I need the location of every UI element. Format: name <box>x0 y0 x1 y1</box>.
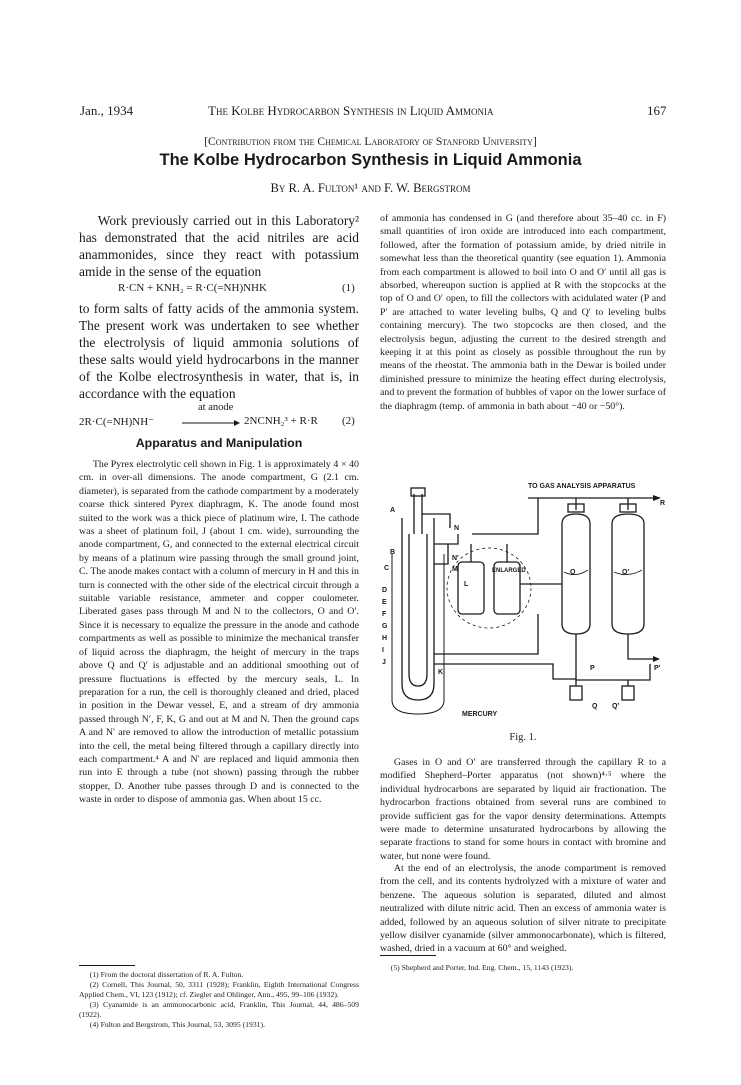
svg-text:I: I <box>382 647 384 654</box>
reaction-arrow <box>182 418 240 428</box>
footnote-rule-right <box>380 955 436 956</box>
mercury-seal-left <box>458 562 484 614</box>
equation-2-right: 2NCNH₂³ + R·R <box>244 415 318 427</box>
svg-text:F: F <box>382 611 387 618</box>
footnote-5: (5) Shepherd and Porter, Ind. Eng. Chem., 15, 1143 (1923). <box>390 963 574 972</box>
footnote-2: (2) Cornell, This Journal, 50, 3311 (1928); Franklin, Eighth International Congress Applied Chem., VI, 123 (1912); cf. Ziegler and Ohlinger, Ann., 495, 99–106 (1932). <box>79 979 359 999</box>
svg-text:MERCURY: MERCURY <box>462 711 498 718</box>
svg-text:Q: Q <box>592 703 598 710</box>
footnote-rule <box>79 965 135 966</box>
byline: By R. A. Fulton¹ and F. W. Bergstrom <box>270 181 471 195</box>
running-title: The Kolbe Hydrocarbon Synthesis in Liquid Ammonia <box>208 103 494 118</box>
left-paragraph-1: Work previously carried out in this Laboratory² has demonstrated that the acid nitriles are acid anammonides, since they react with potassium amide in the sense of the equation <box>79 213 359 279</box>
equation-2-condition: at anode <box>198 402 234 413</box>
svg-text:A: A <box>390 507 396 514</box>
left-paragraph-3: The Pyrex electrolytic cell shown in Fig. 1 is approximately 4 × 40 cm. in over-all dimensions. The anode compartment, G (2.1 cm. diameter), is separated from the cathode compartment by a moderately coarse thick sintered Pyrex diaphragm, K. The anode found most suited to the work was a thick piece of platinum wire, I. The cathode was a sheet of platinum foil, J (about 1 cm. wide), surrounding the anode compartment, G, and connected to the external electrical circuit by means of a platinum wire passing through the small ground joint, C. The anode makes contact with a column of mercury in H and this in turn is connected with the other side of the electrical circuit through a suitable variable resistance, ammeter and copper coulometer. Liberated gases pass through M and N to the collectors, O and O′. Since it is necessary to equalize the pressure in the anode and cathode compartments as well as possible to minimize the mechanical transfer of liquid across the diaphragm, the height of mercury in the traps above Q and Q′ is adjustable and an additional smoothing out of pressure fluctuations is effected by the mercury seals, L. In preparation for a run, the cell is thoroughly cleaned and dried, placed in position in the Dewar vessel, E, and a stream of dry ammonia passed through N′, F, K, G and out at M and N. Then the ground caps A and N′ are removed to allow the introduction of metallic potassium into the cell, the metal being filtered through a capillary directly into each compartment.⁴ A and N′ are replaced and liquid ammonia then run into E through a tube (not shown) passing through the rubber stopper, D. Another tube passes through D and is connected to the waste in order to dispose of ammonia gas. When about 15 cc. <box>79 459 359 806</box>
page-number: 167 <box>647 103 667 118</box>
footnote-4: (4) Fulton and Bergstrom, This Journal, 53, 3095 (1931). <box>89 1019 266 1029</box>
gas-line-label: TO GAS ANALYSIS APPARATUS <box>528 483 636 490</box>
right-paragraph-3: At the end of an electrolysis, the anode compartment is removed from the cell, and its contents hydrolyzed with a mixture of water and benzene. The aqueous solution is separated, diluted and almost neutralized with dilute nitric acid. Then an excess of ammonia water is added, followed by an aqueous solution of silver nitrate to precipitate yellow disilver cyanamide (silver ammonocarbonate), which is filtered, washed, dried in a vacuum at 60° and weighed. <box>380 863 666 955</box>
electrolytic-cell <box>402 518 434 700</box>
paper-title: The Kolbe Hydrocarbon Synthesis in Liquid Ammonia <box>159 151 582 169</box>
svg-text:O′: O′ <box>622 569 630 576</box>
equation-2-left: 2R·C(=NH)NH⁻ <box>79 416 154 428</box>
right-paragraph-2: Gases in O and O′ are transferred through the capillary R to a modified Shepherd–Porter apparatus (not shown)⁴·⁵ where the individual hydrocarbons are separated by liquid air fractionation. The hydrocarbon fractions obtained from several runs are combined to provide sufficient gas for the vapor density determinations. Attempts were made to determine unsaturated hydrocarbons by allowing the separate fractions to stand for some hours in contact with bromine and water, but none were found. <box>380 757 666 862</box>
svg-text:H: H <box>382 635 388 642</box>
svg-text:E: E <box>382 599 387 606</box>
svg-text:Q′: Q′ <box>612 703 620 710</box>
svg-text:N: N <box>454 525 460 532</box>
equation-1-number: (1) <box>342 282 355 294</box>
svg-text:L: L <box>464 581 469 588</box>
footnote-1: (1) From the doctoral dissertation of R. A. Fulton. <box>89 970 244 979</box>
equation-2-number: (2) <box>342 415 355 427</box>
svg-text:ENLARGED: ENLARGED <box>492 568 526 574</box>
svg-text:G: G <box>382 623 388 630</box>
header-date: Jan., 1934 <box>80 103 134 118</box>
svg-text:J: J <box>382 659 386 666</box>
svg-text:P: P <box>590 665 595 672</box>
apparatus-figure <box>378 474 668 722</box>
section-heading: Apparatus and Manipulation <box>135 436 303 450</box>
svg-text:M: M <box>452 566 458 573</box>
svg-text:N′: N′ <box>452 555 459 562</box>
right-paragraph-1: of ammonia has condensed in G (and therefore about 35–40 cc. in F) small quantities of iron oxide are introduced into each compartment, followed, after the formation of potassium amide, by dried nitrile in somewhat less than the theoretical quantity (see equation 1). Ammonia from each compartment is allowed to boil into O and O′ until all gas is absorbed, whereupon suction is applied at R with the stopcocks at the top of O and O′ open, to fill the collectors with acidulated water (P and P′ are attached to water leveling bulbs, Q and Q′ to leveling bulbs containing mercury). The two stopcocks are then closed, and the electrolysis begun, adjusting the current to the desired strength and keeping it at this point as closely as possible throughout the run by means of the rheostat. The ammonia bath in the Dewar is boiled under diminished pressure to minimize the heating effect during electrolysis, and to prevent the formation of bubbles of vapor on the lower surface of the diaphragm (temp. of ammonia in bath about −40 or −50°). <box>380 213 666 412</box>
svg-text:D: D <box>382 587 388 594</box>
svg-text:C: C <box>384 565 390 572</box>
svg-text:O: O <box>570 569 576 576</box>
figure-caption: Fig. 1. <box>509 732 537 743</box>
collector-o <box>562 514 590 634</box>
footnote-3: (3) Cyanamide is an ammonocarbonic acid, Franklin, This Journal, 44, 486–509 (1922). <box>79 999 359 1019</box>
svg-text:K: K <box>438 669 444 676</box>
contribution-line: [Contribution from the Chemical Laboratory of Stanford University] <box>204 135 537 148</box>
svg-text:R: R <box>660 500 666 507</box>
svg-text:P′: P′ <box>654 665 661 672</box>
left-paragraph-2: to form salts of fatty acids of the ammonia system. The present work was undertaken to see whether the electrolysis of liquid ammonia solutions of these salts would yield hydrocarbons in the manner of the Kolbe electrosynthesis in water, that is, in accordance with the equation <box>79 301 359 401</box>
svg-text:B: B <box>390 549 396 556</box>
footnotes-left <box>79 970 359 1029</box>
equation-1: R·CN + KNH₂ = R·C(=NH)NHK <box>118 282 267 294</box>
